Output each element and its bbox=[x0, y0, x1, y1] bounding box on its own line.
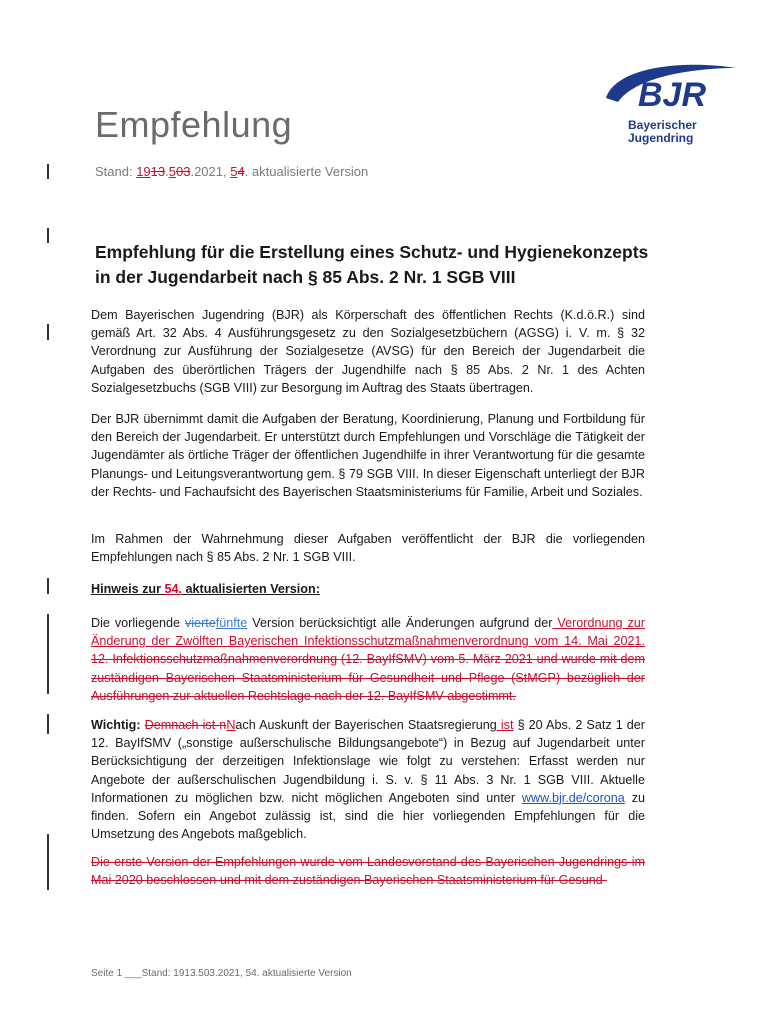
change-bar bbox=[47, 228, 49, 243]
paragraph-6: Die erste Version der Empfehlungen wurde vom Landesvorstand des Bayerischen Jugendrings im Mai 2020 beschlossen und mit dem zuständigen Bayerischen Staatsministerium für Gesund- bbox=[91, 855, 645, 888]
page-title: Empfehlung bbox=[95, 104, 293, 145]
paragraph-2: Der BJR übernimmt damit die Aufgaben der Beratung, Koordinierung, Planung und Fortbildung für den Bereich der Jugendarbeit. Er unterstützt durch Empfehlungen und Vorschläge die Tätigkeit der Jugendämter als örtliche Träger der öffentlichen Jugendhilfe in ihrer Verantwortung für die gesamte Planungs- und Leitungsverantwortung gem. § 79 SGB VIII. In dieser Eigenschaft unterliegt der BJR der Rechts- und Fachaufsicht des Bayerischen Staatsministeriums für Familie, Arbeit und Soziales. bbox=[91, 412, 645, 499]
inserted-text: 5 bbox=[168, 164, 176, 179]
logo-line-1: Bayerischer bbox=[628, 118, 697, 132]
inserted-text: ist bbox=[496, 718, 514, 732]
text-run: ach Auskunft der Bayerischen Staatsregierung bbox=[235, 718, 497, 732]
inserted-text: 5 bbox=[230, 164, 238, 179]
text-run: Die vorliegende bbox=[91, 616, 185, 630]
bjr-logo-icon bbox=[596, 58, 744, 118]
hinweis-heading bbox=[91, 580, 645, 598]
paragraph-1: Dem Bayerischen Jugendring (BJR) als Körperschaft des öffentlichen Rechts (K.d.ö.R.) sind gemäß Art. 32 Abs. 4 Ausführungsgesetz zu den Sozialgesetzbüchern (AGSG) i. V. m. § 32 Verordnung zur Ausführung der Sozialgesetze (AVSG) für den Bereich der Jugendarbeit die Aufgaben des überörtlichen Trägers der Jugendhilfe nach § 85 Abs. 2 Nr. 1 des Achten Sozialgesetzbuchs (SGB VIII) zur Besorgung im Auftrag des Staats übertragen. bbox=[91, 308, 645, 395]
text-run: § 20 Abs. 2 Satz 1 der 12. BayIfSMV („sonstige außerschulische Bildungsangebote“) in Bezug auf Jugendarbeit unter Berücksichtigung der derzeitigen Infektionslage wie folgt zu verstehen: Erfasst werden nur Angebote der außerschulischen Jugendbildung i. S. v. § 11 Abs. 3 Nr. 1 SGB VIII. Aktuelle Informationen zu möglichen bzw. nicht möglichen Angeboten sind unter bbox=[91, 718, 646, 805]
hinweis-number: 54. bbox=[164, 582, 182, 596]
paragraph-4 bbox=[91, 614, 645, 705]
inserted-text: 19 bbox=[136, 164, 151, 179]
logo-text: BJR bbox=[638, 76, 707, 114]
deleted-text: 03 bbox=[176, 164, 191, 179]
deleted-text: 13 bbox=[150, 164, 166, 179]
change-bar bbox=[47, 614, 49, 694]
version-suffix: . aktualisierte Version bbox=[244, 164, 369, 179]
version-line bbox=[95, 164, 368, 179]
deleted-text: 4 bbox=[237, 164, 245, 179]
change-bar bbox=[47, 324, 49, 340]
deleted-text: Demnach ist n bbox=[144, 718, 227, 732]
paragraph-3: Im Rahmen der Wahrnehmung dieser Aufgaben veröffentlicht der BJR die vorliegenden Empfehlungen nach § 85 Abs. 2 Nr. 1 SGB VIII. bbox=[91, 532, 645, 565]
version-text: .2021, bbox=[190, 164, 231, 179]
deleted-text: 12. Infektionsschutzmaßnahmenverordnung (12. BayIfSMV) vom 5. März 2021 und wurde mit dem zuständigen Bayerischen Staatsministerium für Gesundheit und Pflege (StMGP) bezüglich der Ausführungen zur aktuellen Rechtslage nach der 12. BayIfSMV abgestimmt. bbox=[91, 652, 645, 703]
inserted-text: fünfte bbox=[215, 616, 248, 630]
version-prefix: Stand: bbox=[95, 164, 137, 179]
change-bar bbox=[47, 578, 49, 594]
change-bar bbox=[47, 164, 49, 179]
logo-line-2: Jugendring bbox=[628, 131, 694, 145]
corona-link[interactable]: www.bjr.de/corona bbox=[521, 790, 625, 805]
inserted-text: Verordnung zur Änderung der Zwölften Bayerischen Infektionsschutzmaßnahmenverordnung vom 14. Mai 2021. bbox=[91, 616, 645, 649]
paragraph-5 bbox=[91, 716, 645, 843]
hinweis-pre: Hinweis zur bbox=[91, 582, 165, 596]
page-footer: Seite 1 ___Stand: 1913.503.2021, 54. aktualisierte Version bbox=[91, 968, 352, 979]
change-bar bbox=[47, 834, 49, 890]
logo-subtitle bbox=[628, 119, 697, 145]
text-run: zu finden. Sofern ein Angebot zulässig ist, sind die hier vorliegenden Empfehlungen für die Umsetzung des Angebots maßgeblich. bbox=[91, 790, 645, 842]
document-heading: Empfehlung für die Erstellung eines Schutz- und Hygienekonzepts in der Jugendarbeit nach § 85 Abs. 2 Nr. 1 SGB VIII bbox=[95, 242, 649, 287]
deleted-text: vierte bbox=[185, 616, 216, 630]
text-run: Version berücksichtigt alle Änderungen aufgrund der bbox=[247, 616, 553, 630]
version-text: . bbox=[165, 164, 169, 179]
inserted-text: N bbox=[226, 718, 236, 732]
change-bar bbox=[47, 714, 49, 734]
important-label: Wichtig: bbox=[91, 718, 145, 732]
hinweis-post: aktualisierten Version: bbox=[182, 582, 320, 596]
